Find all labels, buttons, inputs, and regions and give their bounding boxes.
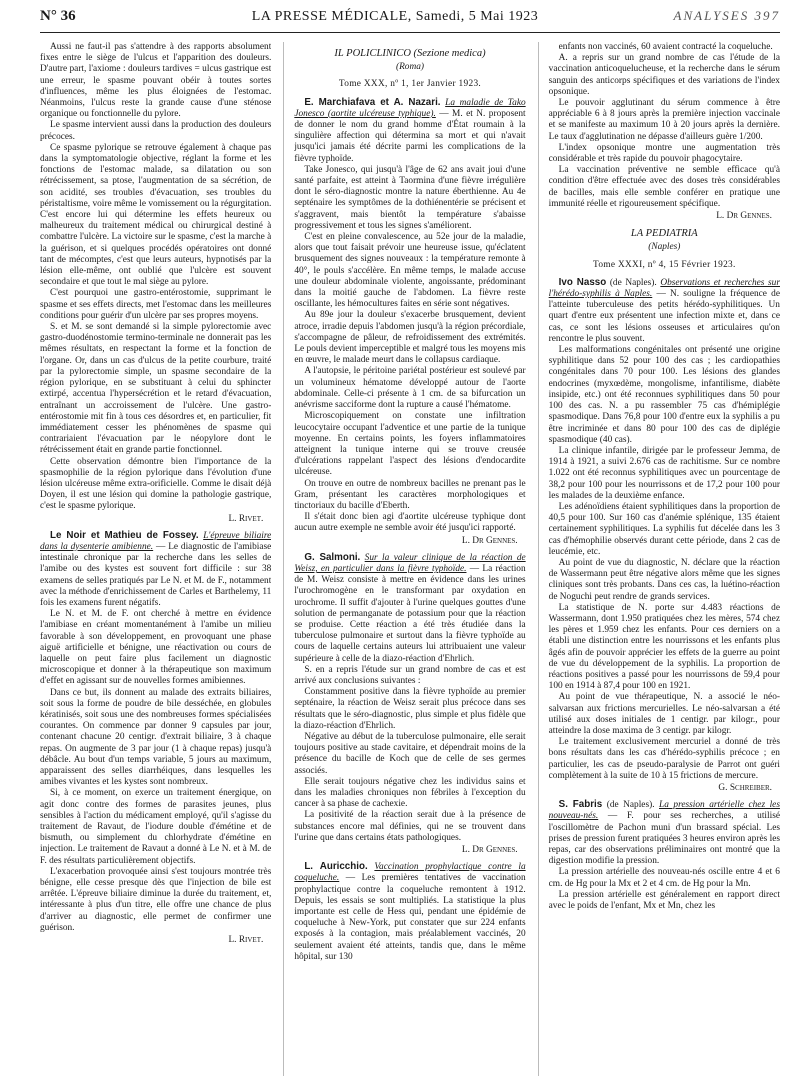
paragraph: La pression artérielle est généralement en rapport direct avec le poids de l'enfant, Mx et Mn, chez les [548,889,780,912]
paragraph: enfants non vaccinés, 60 avaient contracté la coqueluche. [558,42,773,52]
article-lead [294,552,525,665]
paragraph: Le traitement exclusivement mercuriel a donné de très bons résultats dans les cas d'hérédo-syphilis précoce ; en particulier, les cas de pseudo-paralysie de Parrot ont guéri complètement à la suite de 10 à 15 frictions de mercure. [548,737,780,781]
paragraph: S. en a repris l'étude sur un grand nombre de cas et est arrivé aux conclusions suivantes : [294,664,526,686]
signature: L. Rivet. [228,513,264,524]
paragraph: Il s'était donc bien agi d'aortite ulcéreuse typhique dont aucun autre exemple ne semble avoir été jusqu'ici rapporté. [294,512,526,534]
paragraph: Cette observation démontre bien l'importance de la spasmophilie de la région pylorique dans l'évolution d'une lésion ulcéreuse même extra-orificielle. Comme le disait déjà Doyen, il est une lésion qui domine la pathologie gastrique, c'est le spasme pylorique. [40,456,272,512]
paragraph: Le N. et M. de F. ont cherché à mettre en évidence l'amibiase en créant momentanément à l'amibe un milieu favorable à son développement, en provoquant une phase aiguë artificielle et bénigne, une réactivation ou cours de laquelle on peut faire plus facilement un diagnostic microscopique et donner à la thérapeutique son maximum d'effet en agissant sur de nouvelles formes amibiennes. [40,609,272,687]
paragraph: Le spasme intervient aussi dans la production des douleurs précoces. [40,120,272,142]
paragraph: On trouve en outre de nombreux bacilles ne prenant pas le Gram, présentant les caractères morphologiques et tinctoriaux du bacille d'Eberth. [294,478,526,511]
article-author: G. Salmoni. [304,551,361,563]
article-title: Vaccination prophylactique contre la coqueluche. [294,862,526,884]
article-text: — Le diagnostic de l'amibiase intestinale chronique par la recherche dans les selles de l'amibe ou des kystes est souvent fort difficile : sur 38 examens de selles pratiqués par Le N. et M. de F., notamment avec la méthode d'enrichissement de Carles et Barthelemy, 11 fois les examens furent négatifs. [40,541,272,608]
journal-city: (Roma) [395,62,424,73]
article-lead [549,799,780,867]
paragraph: Le pouvoir agglutinant du sérum commence à être appréciable 6 à 8 jours après la première injection vaccinale et se manifeste au maximum 10 à 20 jours après la dernière. Le taux d'agglutination ne dépasse d'ailleurs guère 1/200. [548,98,780,142]
paragraph: Au point de vue thérapeutique, N. a associé le néo-salvarsan aux frictions mercurielles. Le néo-salvarsan a été utilisé aux doses initiales de 1 centigr. par kilogr., pour atteindre la dose maxima de 3 centigr. par kilogr. [548,692,780,736]
article-author: Le Noir et Mathieu de Fossey. [50,529,199,541]
article-title: Sur la valeur clinique de la réaction de Weisz, en particulier dans la fièvre typhoïde. [294,552,526,574]
article-author: L. Auricchio. [304,861,368,873]
paragraph: Négative au début de la tuberculose pulmonaire, elle serait toujours positive au stade cavitaire, et dépendrait moins de la présence du bacille de Koch que de celle de ses germes associés. [294,731,526,776]
paragraph: S. et M. se sont demandé si la simple pylorectomie avec gastro-duodénostomie termino-terminale ne donnerait pas les mêmes résultats, en respectant la forme et la fonction de l'organe. Or, dans un cas d'ulcus de la petite courbure, traité par la pylorectomie simple, un spasme secondaire de la région pylorique, en se substituant à celui du sphincter extirpé, accentua l'hypersécrétion et le retard d'évacuation, entraînant un accroissement de l'ulcère. Une gastro-entérostomie mit fin à tous ces désordres et, en particulier, fit immédiatement cesser les phénomènes de spasme qui contrariaient l'évacuation par le néopylore dont le rétrécissement était en grande partie fonctionnel. [40,322,272,456]
paragraph: C'est pourquoi une gastro-entérostomie, supprimant le spasme et ses effets directs, met l'estomac dans les meilleures conditions pour guérir d'un ulcère par ses propres moyens. [40,288,272,321]
paragraph: C'est en pleine convalescence, au 52e jour de la maladie, alors que tout faisait prévoir une heureuse issue, qu'éclatent brusquement des signes nouveaux : la température remonte à 40°, le pouls s'accélère. En même temps, le malade accuse une douleur abdominale violente, angoissante, prédominant dans la moitié gauche de l'abdomen. La fièvre reste oscillante, les hémocultures faites en série sont négatives. [294,232,526,310]
article-lead [549,277,780,345]
paragraph: La pression artérielle des nouveau-nés oscille entre 4 et 6 cm. de Hg pour la Mx et 2 et 4 cm. de Hg pour la Mn. [548,867,780,889]
journal-heading: IL POLICLINICO (Sezione medica) [334,48,486,59]
paragraph: La positivité de la réaction serait due à la présence de substances encore mal définies, qui ne se trouvent dans l'urine que dans certains états pathologiques. [294,810,526,843]
article-place: (de Naples). [606,800,655,811]
article-title: L'épreuve biliaire dans la dysenterie amibienne. [40,530,272,552]
paragraph: Ce spasme pylorique se retrouve également à chaque pas dans la symptomatologie objective, réglant la forme et les fonctions de l'estomac malade, sa dilatation ou son rétrécissement, sa ptose, l'augmentation de sa sécrétion, de son acidité, ses troubles d'évacuation, ses troubles du péristaltisme, voire même le vomissement ou la régurgitation. C'est encore lui qui détermine les effets heureux ou malheureux du traitement médical ou chirurgical destiné à combattre l'ulcère. La victoire sur le spasme, c'est la marche à la guérison, et si quelques procédés opératoires ont donné tant de mécomptes, c'est que leurs auteurs, hypnotisés par la lésion elle-même, ont oublié que l'ulcère est souvent secondaire et que tout le mal siège au pylore. [40,142,272,288]
paragraph: Au point de vue du diagnostic, N. déclare que la réaction de Wassermann peut être négative alors même que les signes cliniques sont très probants. Dans ces cas, la luétino-réaction de Noguchi peut rendre de grands services. [548,557,780,602]
journal-heading: LA PEDIATRIA [630,228,698,240]
journal-issue: Tome XXX, nº 1, 1er Janvier 1923. [338,79,482,90]
issue-number: N° 36 [40,8,76,24]
article-text: — Les premières tentatives de vaccination prophylactique contre la coqueluche remontent à 1912. Depuis, les essais se sont multipliés. La statistique la plus importante est celle de Hess qui, pendant une épidémie de coqueluche à New-York, put constater que sur 224 enfants exposés à la contagion, mais préalablement vaccinés, 20 seulement avaient été atteints, tandis que, dans le même hôpital, sur 130 [294,873,526,962]
paragraph: Si, à ce moment, on exerce un traitement énergique, on agit donc contre des formes de parasites jeunes, plus sensibles à l'action du médicament employé, qu'il s'agisse du traitement de Ravaut, de l'iodure double d'émétine et de bismuth, ou simplement du chlorhydrate d'émétine en injection. Le traitement de Ravaut a donné à Le N. et à M. de F. des résultats particulièrement objectifs. [40,788,272,866]
signature: L. Dr Gennes. [716,211,772,222]
paragraph: Constamment positive dans la fièvre typhoïde au premier septénaire, la réaction de Weisz serait plus précoce dans ses résultats que le séro-diagnostic, plus simple et plus fidèle que la diazo-réaction d'Ehrlich. [294,687,526,731]
article-lead [40,530,271,609]
journal-issue: Tome XXXI, nº 4, 15 Février 1923. [592,259,736,270]
journal-masthead: LA PRESSE MÉDICALE, Samedi, 5 Mai 1923 [251,9,539,24]
column-1 [40,42,271,1076]
article-title: La pression artérielle chez les nouveau-nés. [548,800,780,822]
paragraph: L'exacerbation provoquée ainsi s'est toujours montrée très bénigne, elle cesse presque dès que l'injection de bile est arrêtée. L'épreuve biliaire diminue la durée du traitement, et, intéressante à plus d'un titre, elle offre une chance de plus d'arriver au diagnostic, elle permet de confirmer une guérison. [40,866,272,933]
column-2 [283,42,525,1076]
paragraph: La clinique infantile, dirigée par le professeur Jemma, de 1914 à 1921, a suivi 2.676 cas de rachitisme. Sur ce nombre 1.022 ont été reconnus syphilitiques avec un pourcentage de 38,2 pour 100 pour les nourrissons et de 17,2 pour 100 pour les malades de la deuxième enfance. [548,445,780,501]
section-label: ANALYSES 397 [673,8,780,23]
article-author: E. Marchiafava et A. Nazari. [304,96,441,108]
signature: L. Dr Gennes. [461,535,518,546]
article-text: — La réaction de M. Weisz consiste à mettre en évidence dans les urines l'urochromogène en le transformant par oxydation en urochrome. Il suffit d'ajouter à l'urine quelques gouttes d'une solution de permanganate de potassium pour que la réaction se produise. Cette réaction a été très étudiée dans la tuberculose pulmonaire et surtout dans la fièvre typhoïde au cours de laquelle certains auteurs lui attribuaient une valeur supérieure à celle de la diazo-réaction d'Ehrlich. [294,563,526,664]
paragraph: Elle serait toujours négative chez les individus sains et dans les maladies chroniques non fébriles à l'exception du cancer à sa phase de cachexie. [294,776,526,810]
article-lead [294,861,525,963]
paragraph: Les malformations congénitales ont présenté une origine syphilitique dans 52 pour 100 des cas ; les cardiopathies congénitales dans 70 pour 100. Les lésions des glandes endocrines (myxœdème, mongolisme, infantilisme, diabète insipide, etc.) ont été reconnues syphilitiques dans 50 pour 100 des cas. N. a pu rassembler 75 cas d'hémiplégie spasmodique. Dans 76,8 pour 100 d'entre eux la syphilis a pu être incriminée et dans 80 pour 100 des cas de diplégie spasmodique (40 cas). [548,345,780,445]
article-title: Observations et recherches sur l'hérédo-syphilis à Naples. [548,277,780,300]
paragraph: A. a repris sur un grand nombre de cas l'étude de la vaccination anticoquelucheuse, et la recherche dans le sérum sanguin des anticorps spécifiques et des variations de l'index opsonique. [548,53,780,97]
article-text: — N. souligne la fréquence de l'atteinte tuberculeuse des petits hérédo-syphilitiques. Un quart d'entre eux présentent une infection mixte et, dans ce cas, ce sont les lésions osseuses et articulaires qu'on rencontre le plus souvent. [548,289,780,344]
paragraph: Aussi ne faut-il pas s'attendre à des rapports absolument fixes entre le siège de l'ulcus et l'apparition des douleurs. D'autre part, l'axiome : douleurs tardives = ulcus gastrique est une erreur, le spasme pouvant obéir à toutes sortes d'influences, même les plus éloignées de l'estomac. Néanmoins, l'ulcus reste la grande cause d'une sténose organique ou fonctionnelle du pylore. [40,42,272,120]
article-text: — M. et N. proposent de donner le nom du grand homme d'État roumain à la singulière affection qui détermina sa mort et qui n'avait jusqu'ici jamais été décrite parmi les complications de la fièvre typhoïde. [294,108,526,164]
article-title: La maladie de Tako Jonesco (aortite ulcéreuse typhique). [294,97,526,119]
paragraph: A l'autopsie, le péritoine pariétal postérieur est soulevé par un volumineux hématome développé autour de l'aorte abdominale. Celle-ci présente à 1 cm. de sa bifurcation un anévrisme sacciforme dont la rupture a causé l'hématome. [294,366,526,411]
article-author: Ivo Nasso [558,276,607,288]
journal-city: (Naples) [648,242,681,253]
paragraph: La statistique de N. porte sur 4.483 réactions de Wassermann, dont 1.950 pratiquées chez les mères, 574 chez les pères et 1.959 chez les enfants. Pour ces derniers on a établi une distinction entre les nourrissons et les enfants plus âgés afin de pouvoir apprécier les effets de la guerre au point de vue du développement de la syphilis. La proportion de réactions positives a passé pour les nourrissons de 59,4 pour 100 en 1914 à 87,4 pour 100 en 1921. [548,602,780,692]
paragraph: Microscopiquement on constate une infiltration leucocytaire occupant l'adventice et une partie de la tunique moyenne. En certains points, les foyers inflammatoires atteignent la tunique interne qui se trouve creusée d'ulcérations rappelant l'aspect des lésions d'endocardite ulcéreuse. [294,411,526,478]
paragraph: La vaccination préventive ne semble efficace qu'à condition d'être effectuée avec des doses très considérables de bacilles, mais elle semble conférer en pratique une immunité réelle et rigoureusement spécifique. [548,165,780,209]
signature: L. Dr Gennes. [461,845,518,856]
paragraph: Les adénoïdiens étaient syphilitiques dans la proportion de 40,5 pour 100. Sur 160 cas d'anémie splénique, 135 étaient certainement syphilitiques. La syphilis fut décelée dans les 3 cas d'hémophilie observés durant cette période, dans 2 cas de leucémie, etc. [548,501,780,557]
paragraph: Au 89e jour la douleur s'exacerbe brusquement, devient atroce, irradie depuis l'abdomen jusqu'à la région précordiale, s'accompagne de pâleur, de refroidissement des extrémités. Le pouls devient imperceptible et malgré tous les moyens mis en œuvre, le malade meurt dans le collapsus cardiaque. [294,310,526,366]
column-3 [538,42,780,1076]
article-author: S. Fabris [558,799,603,811]
paragraph: Dans ce but, ils donnent au malade des extraits biliaires, soit sous la forme de poudre de bile desséchée, en globules kératinisés, soit sous une des nombreuses formes spécialisées courantes. On commence par donner 9 capsules par jour, contenant chacune 20 centigr. d'extrait biliaire, 3 à chaque repas. On augmente de 3 par jour (1 à chaque repas) jusqu'à débâcle. Au bout d'un temps variable, 5 jours au maximum, apparaissent des selles diarrhéiques, dans lesquelles les amibes vivantes et les kystes sont nombreux. [40,687,272,788]
article-place: (de Naples). [609,277,657,288]
article-columns [40,42,780,1076]
article-lead [294,97,525,165]
signature: G. Schreiber. [718,783,772,793]
paragraph: Take Jonesco, qui jusqu'à l'âge de 62 ans avait joui d'une santé parfaite, est atteint à Taormina d'une fièvre irrégulière dont le séro-diagnostic montre la nature éberthienne. Au 4e septénaire les symptômes de la dothiénentérie se précisent et s'aggravent, mais bientôt la température s'abaisse progressivement et tous les signes s'améliorent. [294,164,526,231]
signature: L. Rivet. [228,935,264,946]
page-header [40,8,780,33]
article-text: — F. pour ses recherches, a utilisé l'oscillomètre de Pachon muni d'un brassard spécial. Les prises de pression furent pratiquées 3 heures environ après les repas, car des observations préliminaires ont montré que la digestion modifie la pression. [548,811,780,867]
paragraph: L'index opsonique montre une augmentation très considérable et très rapide du pouvoir phagocytaire. [548,142,780,165]
